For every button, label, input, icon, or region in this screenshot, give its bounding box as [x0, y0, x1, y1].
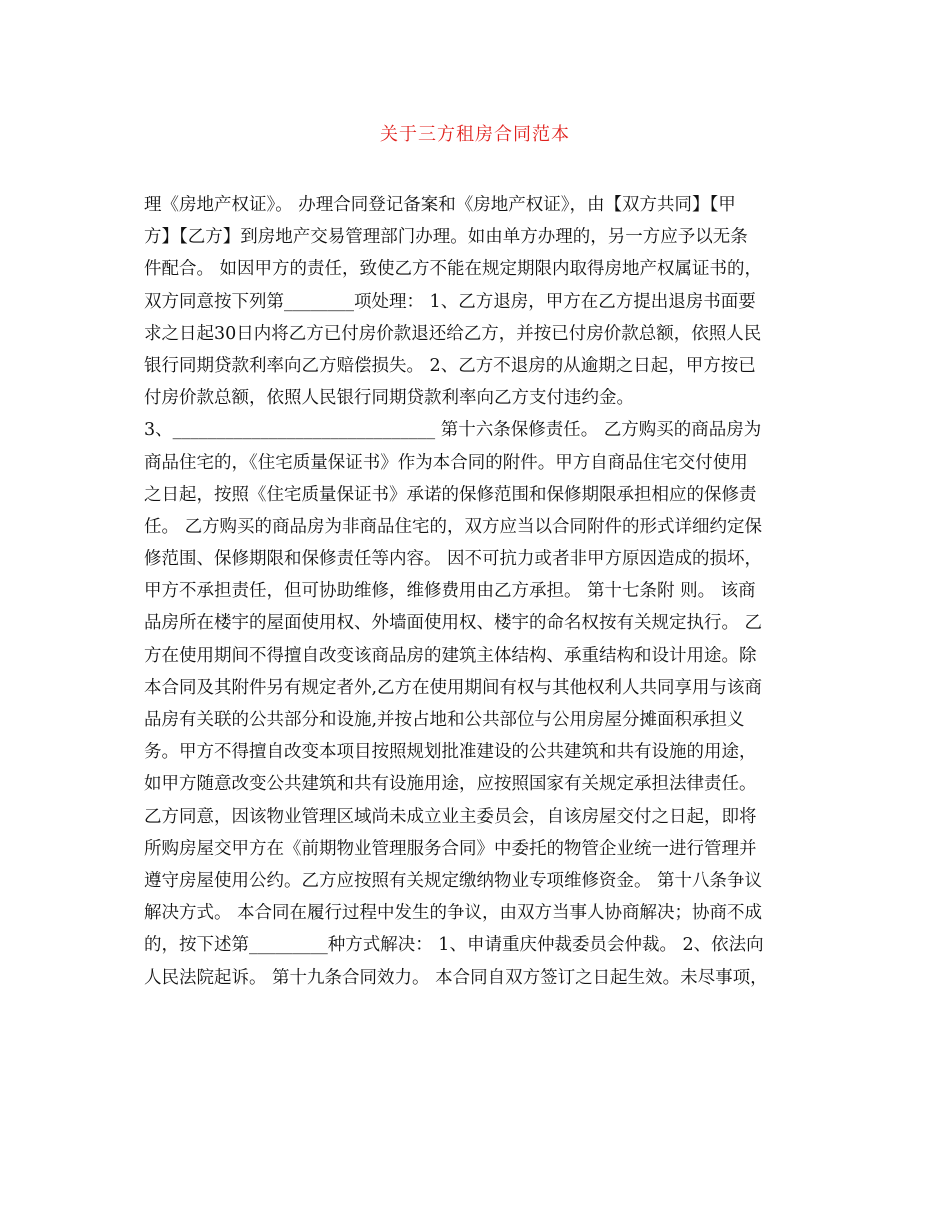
document-title: 关于三方租房合同范本	[380, 124, 570, 145]
body-line: 如甲方随意改变公共建筑和共有设施用途，应按照国家有关规定承担法律责任。	[144, 774, 757, 795]
body-line: 所购房屋交甲方在《前期物业管理服务合同》中委托的物管企业统一进行管理并	[144, 838, 757, 859]
body-line: 甲方不承担责任，但可协助维修，维修费用由乙方承担。 第十七条附 则。 该商	[144, 581, 756, 602]
body-line: 本合同及其附件另有规定者外,乙方在使用期间有权与其他权利人共同享用与该商	[144, 677, 763, 698]
body-line: 双方同意按下列第________项处理： 1、乙方退房，甲方在乙方提出退房书面要	[144, 291, 756, 312]
body-line: 之日起，按照《住宅质量保证书》承诺的保修范围和保修期限承担相应的保修责	[144, 484, 757, 505]
body-line: 修范围、保修期限和保修责任等内容。 因不可抗力或者非甲方原因造成的损坏，	[144, 549, 763, 570]
body-line: 3、______________________________ 第十六条保修责任。 乙方购买的商品房为	[144, 420, 762, 441]
body-line: 银行同期贷款利率向乙方赔偿损失。 2、乙方不退房的从逾期之日起，甲方按已	[144, 355, 756, 376]
body-line: 人民法院起诉。 第十九条合同效力。 本合同自双方签订之日起生效。未尽事项，	[144, 967, 768, 988]
body-line: 解决方式。 本合同在履行过程中发生的争议，由双方当事人协商解决；协商不成	[144, 903, 763, 924]
body-line: 遵守房屋使用公约。乙方应按照有关规定缴纳物业专项维修资金。 第十八条争议	[144, 870, 763, 891]
body-line: 品房所在楼宇的屋面使用权、外墙面使用权、楼宇的命名权按有关规定执行。 乙	[144, 613, 763, 634]
body-line: 任。 乙方购买的商品房为非商品住宅的，双方应当以合同附件的形式详细约定保	[144, 516, 763, 537]
document-body	[144, 189, 814, 994]
body-line: 方】【乙方】到房地产交易管理部门办理。如由单方办理的，另一方应予以无条	[144, 227, 748, 248]
body-line: 品房有关联的公共部分和设施,并按占地和公共部位与公用房屋分摊面积承担义	[144, 710, 745, 730]
body-line: 件配合。 如因甲方的责任，致使乙方不能在规定期限内取得房地产权属证书的，	[144, 259, 763, 280]
body-line: 方在使用期间不得擅自改变该商品房的建筑主体结构、承重结构和设计用途。除	[144, 645, 757, 666]
body-line: 理《房地产权证》。 办理合同登记备案和《房地产权证》，由【双方共同】【甲	[144, 195, 736, 215]
body-line: 付房价款总额，依照人民银行同期贷款利率向乙方支付违约金。	[144, 388, 634, 409]
body-line: 商品住宅的，《住宅质量保证书》作为本合同的附件。甲方自商品住宅交付使用	[144, 452, 748, 473]
body-line: 的，按下述第_________种方式解决： 1、申请重庆仲裁委员会仲裁。 2、依法向	[144, 935, 764, 956]
body-line: 乙方同意，因该物业管理区域尚未成立业主委员会，自该房屋交付之日起，即将	[144, 806, 757, 827]
body-line: 务。甲方不得擅自改变本项目按照规划批准建设的公共建筑和共有设施的用途，	[144, 742, 757, 763]
body-line: 求之日起30日内将乙方已付房价款退还给乙方，并按已付房价款总额，依照人民	[144, 323, 762, 344]
